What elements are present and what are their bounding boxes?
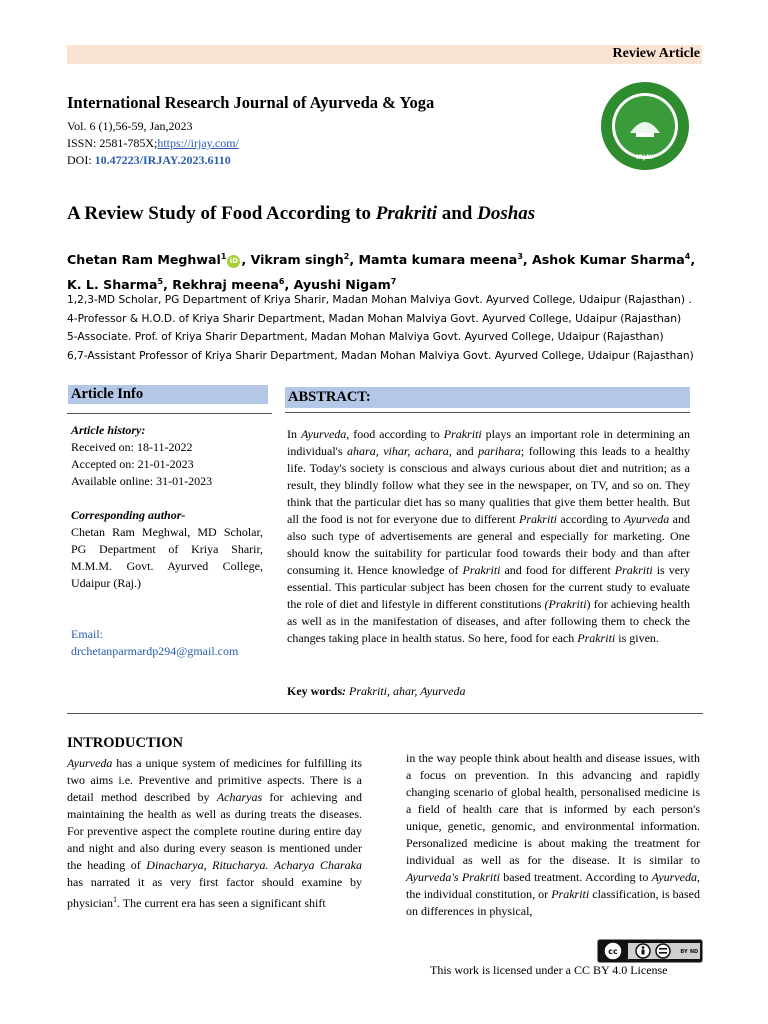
email-link[interactable]: drchetanparmardp294@gmail.com (71, 644, 239, 658)
journal-title: International Research Journal of Ayurveda & Yoga (67, 93, 435, 112)
journal-website-link[interactable]: https://irjay.com/ (157, 136, 239, 150)
svg-text:BY: BY (680, 949, 688, 955)
affiliation-line: 6,7-Assistant Professor of Kriya Sharir Department, Madan Mohan Malviya Govt. Ayurved College, Udaipur (Rajasthan) (67, 349, 694, 362)
article-info-body (71, 422, 263, 660)
license-text: This work is licensed under a CC BY 4.0 License (430, 963, 668, 977)
author: , Vikram singh (241, 252, 344, 268)
author: K. L. Sharma (67, 277, 158, 293)
received-date: Received on: 18-11-2022 (71, 440, 193, 454)
corresponding-label: Corresponding author- (71, 508, 186, 522)
article-type-banner (67, 45, 702, 64)
journal-logo (600, 81, 690, 171)
email-label: Email: (71, 627, 103, 641)
section-divider (67, 713, 703, 714)
svg-text:ND: ND (689, 949, 699, 955)
volume-line: Vol. 6 (1),56-59, Jan,2023 (67, 119, 193, 133)
author: , Ashok Kumar Sharma (522, 252, 685, 268)
author-list: Chetan Ram Meghwal$^1$iD , Vikram singh$^2$, Mamta kumara meena$^3$, Ashok Kumar Sharma$^4$, K. L. Sharma$^5$, Rekhraj meena$^6$, Ayushi Nigam$^7$ (67, 252, 696, 293)
article-info-heading: Article Info (68, 385, 268, 404)
history-label: Article history: (71, 423, 146, 437)
available-date: Available online: 31-01-2023 (71, 474, 213, 488)
cc-icon: cc (608, 947, 618, 956)
body-column-left: Ayurveda has a unique system of medicines for fulfilling its two aims i.e. Preventive and primitive aspects. There is a detail method described by Acharyas for achieving and maintaining the health as well as during treats the diseases. For preventive aspect the complete routine during entire day and night and also during every season is mentioned under the heading of Dinacharya, Ritucharya. Acharya Charaka has narrated it as very first factor should examine by physician$^1$. The current era has seen a significant shift (67, 756, 362, 910)
cc-license-badge[interactable] (597, 939, 703, 963)
author: , Rekhraj meena (163, 277, 279, 293)
journal-meta (67, 118, 239, 169)
doi-link[interactable]: 10.47223/IRJAY.2023.6110 (94, 153, 231, 167)
author: , Ayushi Nigam (284, 277, 391, 293)
accepted-date: Accepted on: 21-01-2023 (71, 457, 194, 471)
orcid-icon[interactable]: iD (227, 255, 240, 268)
nd-icon (656, 944, 670, 958)
affiliation-line: 1,2,3-MD Scholar, PG Department of Kriya Sharir, Madan Mohan Malviya Govt. Ayurved College, Udaipur (Rajasthan) . (67, 294, 692, 306)
abstract-heading: ABSTRACT: (285, 387, 690, 408)
corresponding-text: Chetan Ram Meghwal, MD Scholar, PG Department of Kriya Sharir, M.M.M. Govt. Ayurved College, Udaipur (Raj.) (71, 525, 263, 590)
author: Chetan Ram Meghwal (67, 252, 221, 268)
body-column-right: in the way people think about health and disease issues, with a focus on prevention. In this advancing and rapidly changing scenario of global health, personalised medicine is a field of health care that is informed by each person's unique, genetic, genomic, and environmental information. Personalized medicine is about making the treatment for individual as well as for the disease. It is similar to Ayurveda's Prakriti based treatment. According to Ayurveda, the individual constitution, or Prakriti classification, is based on differences in physical, (406, 751, 701, 918)
introduction-heading: INTRODUCTION (67, 735, 184, 751)
author: , Mamta kumara meena (349, 252, 518, 268)
affiliation-line: 5-Associate. Prof. of Kriya Sharir Department, Madan Mohan Malviya Govt. Ayurved College, Udaipur (Rajasthan) (67, 331, 664, 343)
issn-line: ISSN: 2581-785X;https://irjay.com/ (67, 136, 239, 150)
doi-line: DOI: 10.47223/IRJAY.2023.6110 (67, 153, 231, 167)
affiliation-line: 4-Professor & H.O.D. of Kriya Sharir Department, Madan Mohan Malviya Govt. Ayurved College, Udaipur (Rajasthan) (67, 312, 682, 325)
logo-text: IRJAY (636, 154, 654, 161)
abstract-text: In Ayurveda, food according to Prakriti plays an important role in determining an individual's ahara, vihar, achara, and parihara; following this leads to a healthy life. Today's society is conscious and always curious about diet and nutrition; as a result, they blindly follow what they see in the newspaper, on TV, and so on. They think that the particular diet has so many qualities that give them better health. But all the food is not for everyone due to different Prakriti according to Ayurveda and also such type of advertisements are general and especially for marketing. One should know the suitability for particular food towards their body and than after consuming it. Hence knowledge of Prakriti and food for different Prakriti is very essential. This particular subject has been chosen for the current study to evaluate the role of diet and lifestyle in different constitutions (Prakriti) for achieving health as well as in the manifestation of diseases, and after following them to check the changes taking place in health status. So here, food for each Prakriti is given. (287, 427, 691, 645)
divider (285, 412, 690, 413)
keywords: Key words: Prakriti, ahar, Ayurveda (287, 684, 466, 698)
affiliations (67, 291, 717, 365)
footnote-ref[interactable]: 1 (113, 895, 117, 904)
divider (67, 413, 272, 414)
article-type-label: Review Article (612, 46, 700, 61)
paper-title: A Review Study of Food According to Prakriti and Doshas (67, 203, 536, 224)
